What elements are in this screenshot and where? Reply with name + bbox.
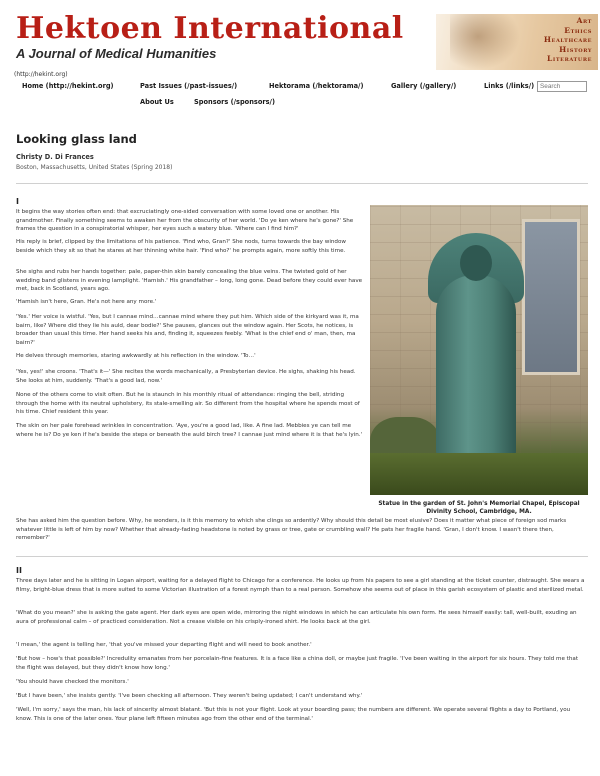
paragraph: He delves through memories, staring awkwardly at his reflection in the window. 'To…': [16, 353, 256, 359]
article-title: Looking glass land: [16, 132, 137, 146]
grass: [370, 453, 588, 495]
banner-topic: Healthcare: [543, 35, 592, 45]
paragraph: 'You should have checked the monitors.': [16, 679, 129, 685]
nav-sponsors[interactable]: Sponsors (/sponsors/): [194, 98, 275, 106]
paragraph: 'Yes.' Her voice is wistful. 'Yes, but I cannae mind…cannae mind where they put him. Which side of the kirkyard was it, ma bairn, like? Where did they lie his auld, dear bodie?' She pauses, glances out the window again. Her Scots, he notices, is broader than usual this time. Her hand seeks his and, finding it, squeezes feebly. 'What is the chief end o' man, then, ma bairn?': [16, 314, 359, 346]
paragraph: His reply is brief, clipped by the limitations of his patience. 'Find who, Gran?' She nods, turns towards the bay window beside which they sit so that he stares at her thinning white hair. 'Find who?' he prompts again, more softly this time.: [16, 239, 346, 254]
paragraph: None of the others come to visit often. But he is staunch in his monthly ritual of attendance: ringing the bell, striding through the home with its neutral upholstery, its stale-smelling air. So different from the hospital where he spends most of his time. Chief resident this year.: [16, 392, 360, 416]
article-author: Christy D. Di Frances: [16, 153, 94, 161]
chapel-window: [522, 219, 580, 375]
nav-links[interactable]: Links (/links/): [484, 82, 535, 90]
paragraph: The skin on her pale forehead wrinkles in concentration. 'Aye, you're a good lad, like. A fine lad. Mebbies ye can tell me where he is? Do ye ken if he's beside the steps or beneath the auld birch tree? I cannae just mind where it is that he's lyin.': [16, 423, 363, 438]
site-title[interactable]: Hektoen International: [16, 11, 404, 46]
paragraph: 'Well, I'm sorry,' says the man, his lack of sincerity almost blatant. 'But this is not your flight. Look at your boarding pass; the numbers are different. We operate several flights a day to Portland, you know. This is one of the later ones. Your plane left fifteen minutes ago from the other end of the terminal.': [16, 707, 571, 722]
statue-head: [460, 245, 492, 281]
site-home-link[interactable]: (http://hekint.org): [14, 71, 68, 78]
paragraph: Three days later and he is sitting in Logan airport, waiting for a delayed flight to Chicago for a conference. He looks up from his papers to see a girl standing at the ticket counter, distraught. She wears a filmy, bright-blue dress that is more suited to some Victorian illustration of a forest nymph than to a real person. Somehow she seems out of place in this garish ecosystem of plastic and sterilized metal.: [16, 578, 585, 593]
banner-topic: Ethics: [564, 25, 592, 35]
article-location: Boston, Massachusetts, United States (Spring 2018): [16, 164, 173, 171]
paragraph: 'But how – how's that possible?' Incredulity emanates from her porcelain-fine features. It is a face like a china doll, or maybe just fragile. 'I've been waiting in the airport for six hours. They told me that the flight was delayed, but they didn't know how long.': [16, 656, 579, 671]
paragraph: She has asked him the question before. Why, he wonders, is it this memory to which she clings so ardently? Why should this detail be most elusive? Does it matter what piece of foreign sod marks whatever little is left of him by now? Whether that already-fading headstone is noted by grass or tree, gate or crumbling wall? He pats her fragile hand. 'Gran, I don't know. I wasn't there then, remember?': [16, 518, 567, 542]
paragraph: It begins the way stories often end: that excruciatingly one-sided conversation with some loved one or another. His grandmother. Finally something seems to awaken her from the obscurity of her world. 'Do ye ken where he's gone?' She frames the question in a conspiratorial whisper, her eyes such a watery blue. 'Where can I find him?': [16, 209, 354, 233]
nav-about-us[interactable]: About Us: [140, 98, 174, 106]
statue-body: [436, 275, 516, 465]
banner-topic: Art: [576, 16, 592, 25]
section-heading: II: [16, 566, 22, 575]
search-input[interactable]: [537, 81, 587, 92]
banner-topics: [544, 16, 592, 64]
banner-artwork: [436, 14, 598, 70]
site-banner[interactable]: [12, 11, 592, 70]
paragraph: She sighs and rubs her hands together: pale, paper-thin skin barely concealing the blue veins. The twisted gold of her wedding band glistens in evening lamplight. 'Hamish.' His grandfather – long, long gone. Dead before they could ever have met, back in Scotland, years ago.: [16, 269, 363, 293]
site-subtitle: A Journal of Medical Humanities: [16, 46, 217, 61]
divider: [16, 183, 588, 184]
nav-gallery[interactable]: Gallery (/gallery/): [391, 82, 457, 90]
paragraph: 'Yes, yes!' she croons. 'That's it—' She recites the words mechanically, a Presbyterian device. He sighs, shaking his head. She looks at him, suddenly. 'That's a good lad, now.': [16, 369, 356, 384]
banner-figure-image: [450, 14, 520, 70]
paragraph: 'Hamish isn't here, Gran. He's not here any more.': [16, 299, 157, 305]
paragraph: 'But I have been,' she insists gently. 'I've been checking all afternoon. They weren't being updated; I can't understand why.': [16, 693, 363, 699]
paragraph: 'I mean,' the agent is telling her, 'that you've missed your departing flight and will need to book another.': [16, 642, 312, 648]
paragraph: 'What do you mean?' she is asking the gate agent. Her dark eyes are open wide, mirroring the night windows in which he can articulate his own form. He sees himself easily: tall, well-built, exuding an aura of professional calm – of practiced consideration. Not a crease visible on his crisply-ironed shirt. He looks back at the girl.: [16, 610, 577, 625]
nav-hektorama[interactable]: Hektorama (/hektorama/): [269, 82, 364, 90]
nav-home[interactable]: Home (http://hekint.org): [22, 82, 114, 90]
section-heading: I: [16, 197, 19, 206]
nav-past-issues[interactable]: Past Issues (/past-issues/): [140, 82, 238, 90]
banner-topic: Literature: [547, 54, 592, 64]
banner-topic: History: [559, 44, 592, 54]
divider: [16, 556, 588, 557]
statue-photo: [370, 205, 588, 495]
photo-caption: Statue in the garden of St. John's Memorial Chapel, Episcopal Divinity School, Cambridge, MA.: [378, 501, 580, 515]
